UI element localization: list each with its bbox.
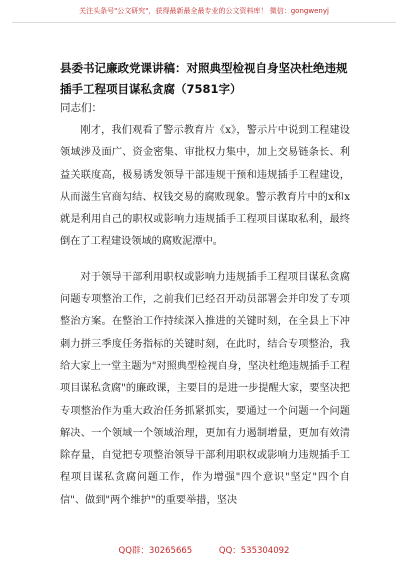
paragraph: 刚才，我们观看了警示教育片《x》，警示片中说到工程建设领域涉及面广、资金密集、审批权力集中，加上交易链条长、利益关联度高，极易诱发领导干部违规干预和违规插手工程建设，从而滋生官商勾结、权钱交易的腐败现象。警示教育片中的x和x就是利用自己的职权或影响力违规插手工程项目谋取私利，最终倒在了工程建设领域的腐败泥潭中。 — [60, 125, 350, 248]
document-body — [60, 120, 350, 525]
document-title: 县委书记廉政党课讲稿：对照典型检视自身坚决杜绝违规插手工程项目谋私贪腐（7581字） — [60, 61, 348, 96]
header-banner: 关注头条号"公文研究"，获得最新最全最专业的公文资料库！ 微信：gongwenyj — [79, 7, 329, 15]
qq-group-link[interactable]: QQ群：30265665 — [118, 546, 193, 556]
footer-contact — [0, 544, 408, 556]
salutation: 同志们： — [60, 102, 102, 114]
header-divider — [12, 22, 396, 23]
paragraph: 对于领导干部利用职权或影响力违规插手工程项目谋私贪腐问题专项整治工作，之前我们已经召开动员部署会并印发了专项整治方案。在整治工作持续深入推进的关键时刻，在全县上下冲刺力拼三季度任务指标的关键时刻，在此时，结合专项整治，我给大家上一堂主题为"对照典型检视自身，坚决杜绝违规插手工程项目谋私贪腐"的廉政课，主要目的是进一步提醒大家，要坚决把专项整治作为重大政治任务抓紧抓实，要通过一个问题一个问题解决、一个领域一个领域治理，更加有力遏制增量，更加有效清除存量，自觉把专项整治领导干部利用职权或影响力违规插手工程项目谋私贪腐问题工作，作为增强"四个意识"坚定"四个自信"、做到"两个维护"的重要举措，坚决 — [60, 271, 350, 506]
qq-contact-link[interactable]: QQ：535304092 — [218, 546, 290, 556]
